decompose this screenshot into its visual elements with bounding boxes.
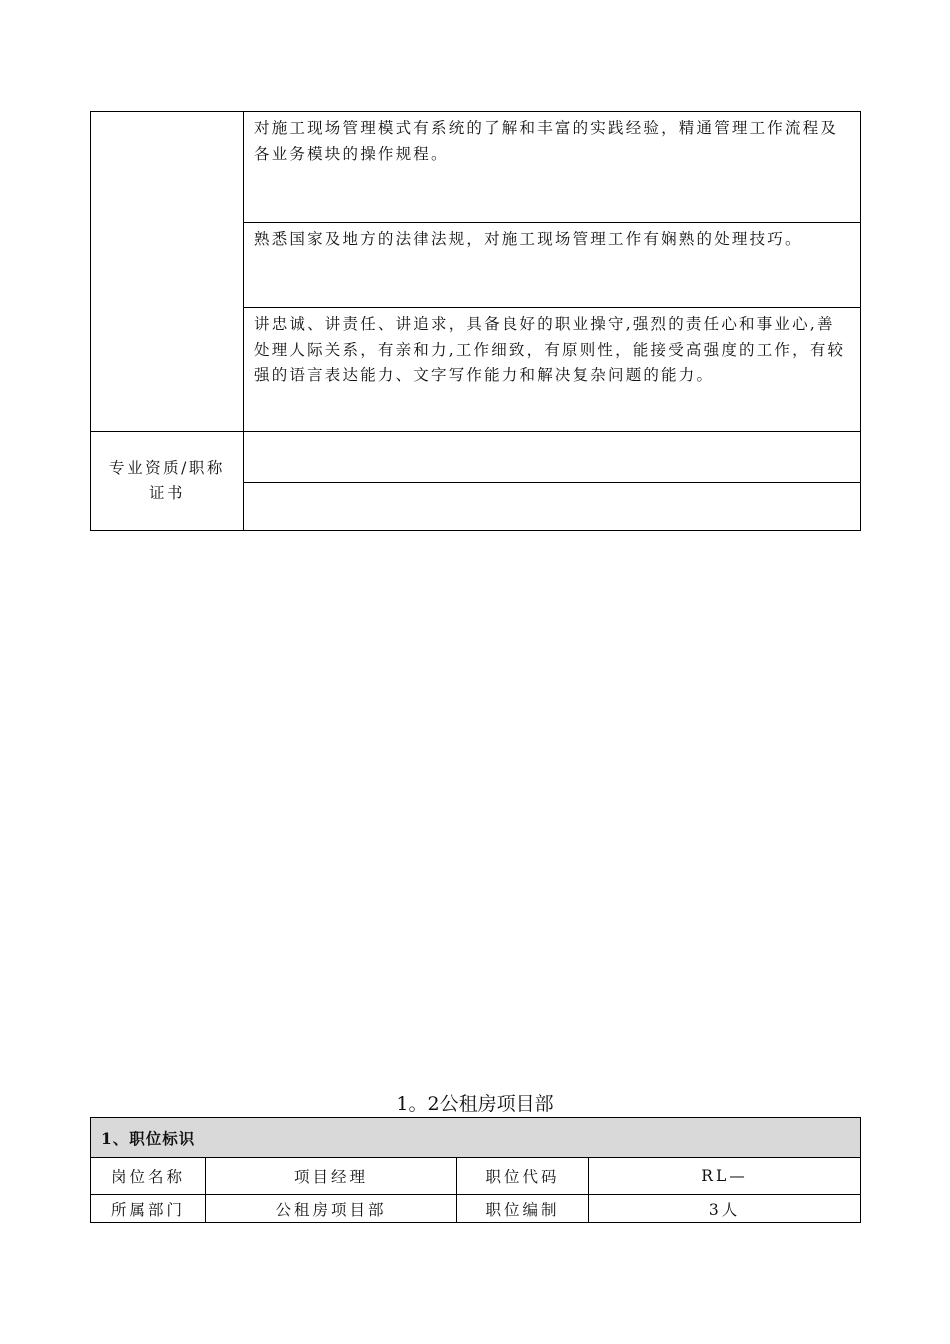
requirement-personal: 讲忠诚、讲责任、讲追求，具备良好的职业操守,强烈的责任心和事业心,善处理人际关系，有亲和力,工作细致，有原则性，能接受高强度的工作，有较强的语言表达能力、文字写作能力和解决复杂问题的能力。 [244, 308, 861, 432]
position-section-header: 1、职位标识 [91, 1118, 861, 1158]
headcount-value: 3人 [589, 1195, 861, 1223]
position-code-label: 职位代码 [457, 1158, 589, 1195]
certificate-value-1 [244, 432, 861, 483]
merged-label-cell [91, 112, 244, 432]
position-name-value: 项目经理 [206, 1158, 457, 1195]
certificate-value-2 [244, 483, 861, 531]
requirement-experience: 对施工现场管理模式有系统的了解和丰富的实践经验，精通管理工作流程及各业务模块的操作规程。 [244, 112, 861, 223]
position-code-value: RL— [589, 1158, 861, 1195]
headcount-label: 职位编制 [457, 1195, 589, 1223]
certificate-label: 专业资质/职称证书 [91, 432, 244, 531]
department-value: 公租房项目部 [206, 1195, 457, 1223]
position-table [90, 1117, 861, 1223]
section-title: 1。2公租房项目部 [396, 1093, 554, 1115]
qualification-table [90, 111, 861, 531]
department-label: 所属部门 [91, 1195, 206, 1223]
position-name-label: 岗位名称 [91, 1158, 206, 1195]
requirement-legal: 熟悉国家及地方的法律法规，对施工现场管理工作有娴熟的处理技巧。 [244, 223, 861, 308]
